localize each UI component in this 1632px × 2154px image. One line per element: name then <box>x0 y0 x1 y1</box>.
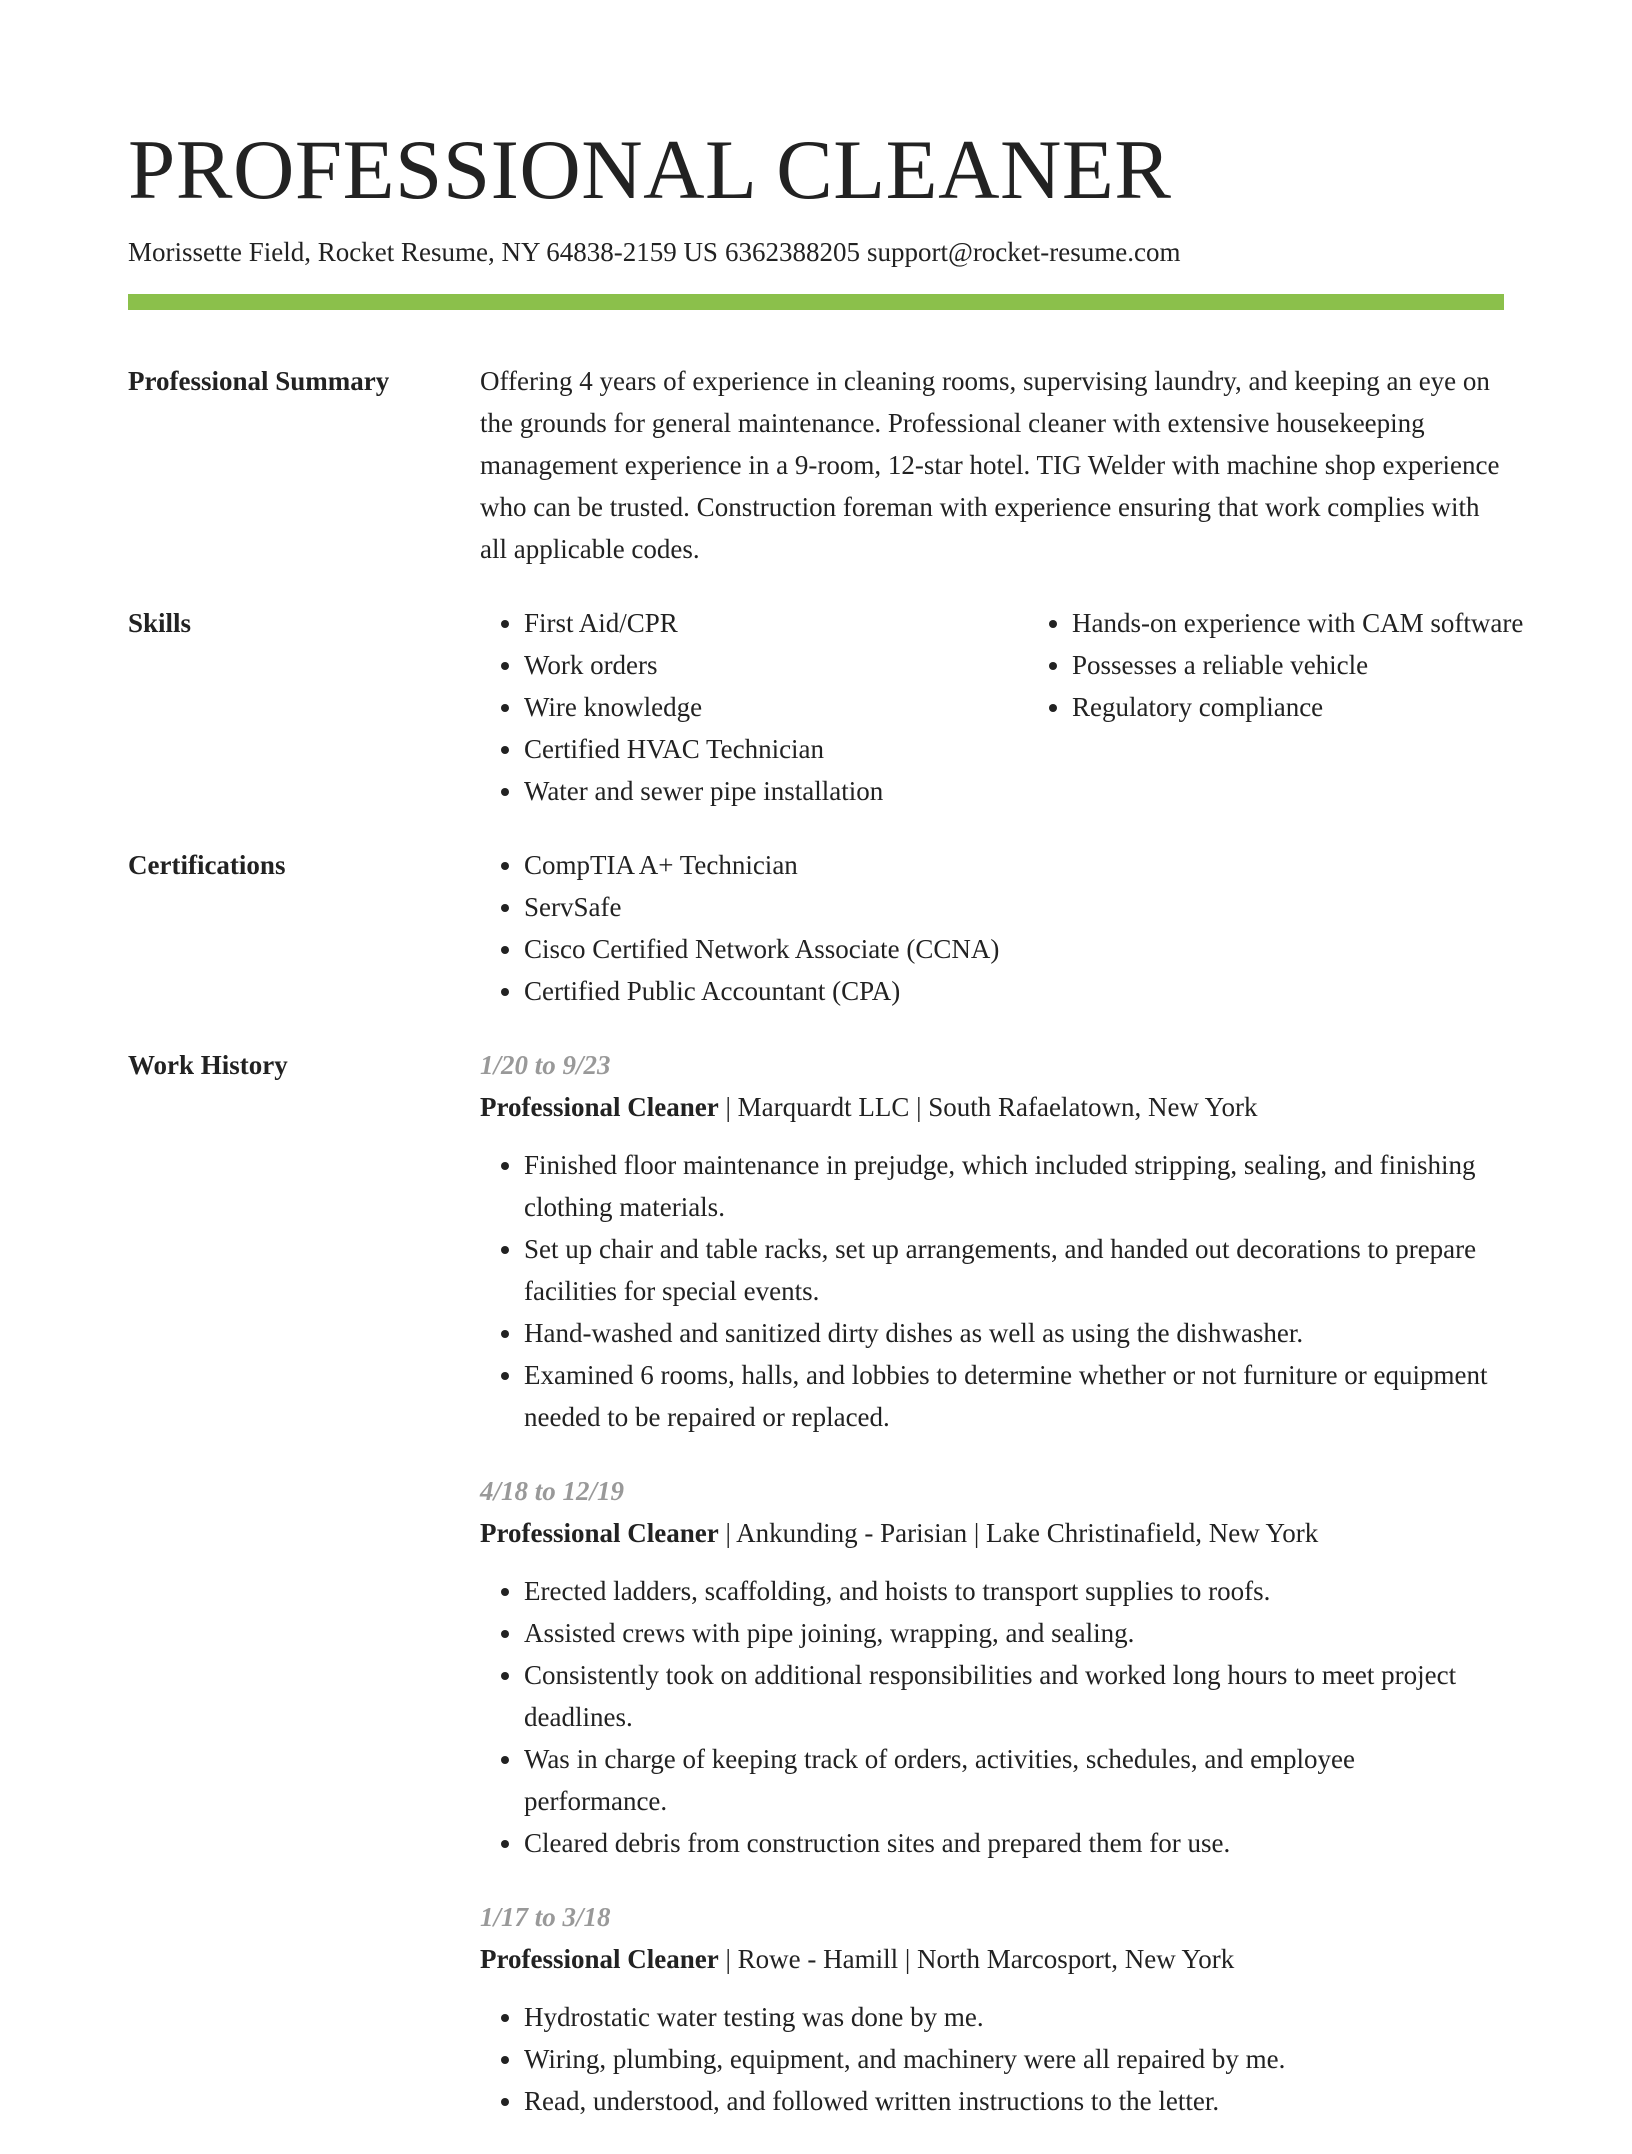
certification-item: • Cisco Certified Network Associate (CCNA) <box>524 928 1504 970</box>
header-divider <box>128 294 1504 310</box>
certification-item: • ServSafe <box>524 886 1504 928</box>
job-title: Professional Cleaner <box>480 1944 719 1974</box>
skill-item: • Work orders <box>524 644 1028 686</box>
summary-section <box>128 360 1504 570</box>
job-duty: • Examined 6 rooms, halls, and lobbies to determine whether or not furniture or equipment needed to be repaired or replaced. <box>524 1354 1504 1438</box>
job-entry <box>480 1896 1504 2122</box>
job-heading <box>480 1938 1504 1980</box>
certification-item: • CompTIA A+ Technician <box>524 844 1504 886</box>
job-duty: • Read, understood, and followed written instructions to the letter. <box>524 2080 1504 2122</box>
job-entry <box>480 1470 1504 1864</box>
summary-text: Offering 4 years of experience in cleaning rooms, supervising laundry, and keeping an eye on the grounds for general maintenance. Professional cleaner with extensive housekeeping management experience in a 9-room, 12-star hotel. TIG Welder with machine shop experience who can be trusted. Construction foreman with experience ensuring that work complies with all applicable codes. <box>480 366 1500 564</box>
job-duty: • Assisted crews with pipe joining, wrapping, and sealing. <box>524 1612 1504 1654</box>
job-location: North Marcosport, New York <box>917 1944 1235 1974</box>
job-heading <box>480 1512 1504 1554</box>
job-duties-list <box>480 1570 1504 1864</box>
skill-item: • First Aid/CPR <box>524 602 1028 644</box>
job-duty: • Set up chair and table racks, set up arrangements, and handed out decorations to prepare facilities for special events. <box>524 1228 1504 1312</box>
job-separator: | <box>718 1092 738 1122</box>
job-company: Ankunding - Parisian <box>736 1518 968 1548</box>
skill-item: • Wire knowledge <box>524 686 1028 728</box>
skill-item: • Regulatory compliance <box>1072 686 1592 728</box>
job-entry <box>480 1044 1504 1438</box>
job-location: Lake Christinafield, New York <box>986 1518 1319 1548</box>
job-duty: • Cleared debris from construction sites and prepared them for use. <box>524 1822 1504 1864</box>
skills-section <box>128 602 1524 812</box>
certifications-body <box>480 844 1504 1012</box>
certifications-list <box>480 844 1504 1012</box>
job-dates: 1/17 to 3/18 <box>480 1902 611 1932</box>
work-history-heading: Work History <box>128 1050 288 1080</box>
job-duty: • Consistently took on additional responsibilities and worked long hours to meet project deadlines. <box>524 1654 1504 1738</box>
skills-columns <box>480 602 1592 812</box>
job-dates: 4/18 to 12/19 <box>480 1476 625 1506</box>
job-separator: | <box>967 1518 987 1548</box>
resume-name: PROFESSIONAL CLEANER <box>128 123 1172 217</box>
skills-list-left <box>480 602 1028 812</box>
job-separator: | <box>718 1518 737 1548</box>
job-duty: • Hydrostatic water testing was done by me. <box>524 1996 1504 2038</box>
certification-item: • Certified Public Accountant (CPA) <box>524 970 1504 1012</box>
certifications-section <box>128 844 1504 1012</box>
skill-item: • Hands-on experience with CAM software <box>1072 602 1592 644</box>
job-duties-list <box>480 1144 1504 1438</box>
skills-heading: Skills <box>128 608 192 638</box>
summary-heading: Professional Summary <box>128 366 390 396</box>
resume-page <box>128 120 1524 2154</box>
contact-email: support@rocket-resume.com <box>866 237 1181 267</box>
job-title: Professional Cleaner <box>480 1518 719 1548</box>
job-duties-list <box>480 1996 1504 2122</box>
job-duty: • Erected ladders, scaffolding, and hoists to transport supplies to roofs. <box>524 1570 1504 1612</box>
certifications-heading: Certifications <box>128 850 286 880</box>
job-heading <box>480 1086 1504 1128</box>
job-duty: • Was in charge of keeping track of orders, activities, schedules, and employee performance. <box>524 1738 1504 1822</box>
job-duty: • Finished floor maintenance in prejudge, which included stripping, sealing, and finishing clothing materials. <box>524 1144 1504 1228</box>
work-history-body <box>480 1044 1504 2154</box>
skill-item: • Possesses a reliable vehicle <box>1072 644 1592 686</box>
job-location: South Rafaelatown, New York <box>928 1092 1258 1122</box>
job-dates: 1/20 to 9/23 <box>480 1050 611 1080</box>
skill-item: • Certified HVAC Technician <box>524 728 1028 770</box>
job-separator: | <box>909 1092 929 1122</box>
job-title: Professional Cleaner <box>480 1092 719 1122</box>
work-history-section <box>128 1044 1504 2154</box>
job-company: Rowe - Hamill <box>737 1944 899 1974</box>
contact-line <box>128 232 1504 272</box>
contact-address: Morissette Field, Rocket Resume, NY 64838-2159 US <box>128 237 718 267</box>
job-separator: | <box>898 1944 918 1974</box>
job-duty: • Wiring, plumbing, equipment, and machinery were all repaired by me. <box>524 2038 1504 2080</box>
skills-list-right <box>1028 602 1592 812</box>
job-company: Marquardt LLC <box>737 1092 910 1122</box>
job-duty: • Hand-washed and sanitized dirty dishes as well as using the dishwasher. <box>524 1312 1504 1354</box>
contact-phone: 6362388205 <box>724 237 860 267</box>
job-separator: | <box>718 1944 738 1974</box>
skill-item: • Water and sewer pipe installation <box>524 770 1028 812</box>
